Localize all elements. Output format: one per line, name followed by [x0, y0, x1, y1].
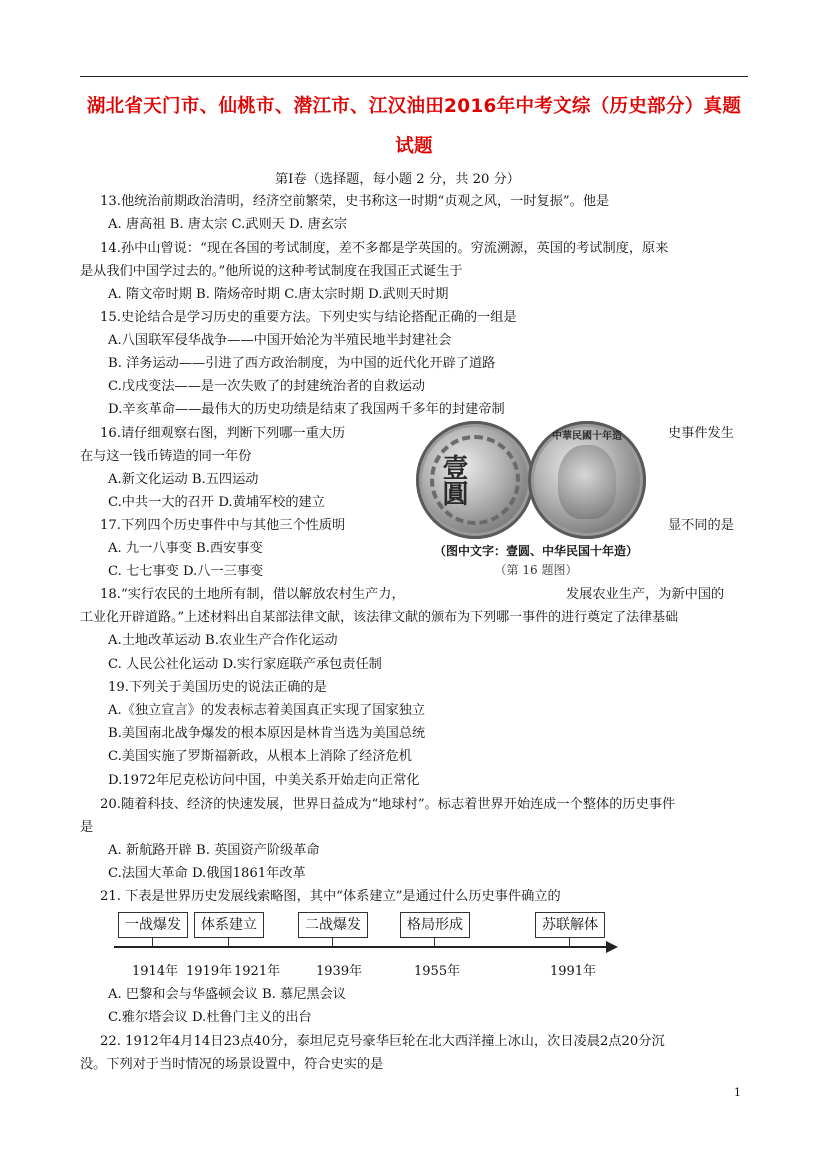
- q20-stem-2: 是: [80, 820, 94, 835]
- timeline-event: 格局形成: [400, 912, 470, 938]
- q16-stem-right: 史事件发生: [668, 426, 734, 441]
- q16-stem-2: 在与这一钱币铸造的同一年份: [80, 449, 252, 464]
- q20-stem-1: 20.随着科技、经济的快速发展，世界日益成为“地球村”。标志着世界开始连成一个整体的历史事件: [100, 797, 676, 812]
- portrait: [558, 445, 616, 519]
- q14-stem-2: 是从我们中国学过去的。”他所说的这种考试制度在我国正式诞生于: [80, 264, 463, 279]
- q16-options-cd: C.中共一大的召开 D.黄埔军校的建立: [108, 495, 325, 510]
- page-number: 1: [734, 1086, 741, 1099]
- timeline-arrow-icon: [606, 941, 618, 953]
- q18-stem-2: 工业化开辟道路。”上述材料出自某部法律文献，该法律文献的颁布为下列哪一事件的进行奠定了法律基础: [80, 610, 679, 625]
- q16-options-ab: A.新文化运动 B.五四运动: [108, 472, 259, 487]
- q13-stem: 13.他统治前期政治清明，经济空前繁荣，史书称这一时期“贞观之风，一时复振”。他是: [100, 194, 610, 209]
- timeline-diagram: [114, 912, 624, 982]
- doc-title-line2: 试题: [395, 136, 433, 157]
- timeline-year: 1955年: [414, 964, 461, 979]
- timeline-event: 一战爆发: [118, 912, 188, 938]
- q20-options-cd: C.法国大革命 D.俄国1861年改革: [108, 866, 306, 881]
- doc-title-line1: 湖北省天门市、仙桃市、潜江市、江汉油田2016年中考文综（历史部分）真题: [86, 96, 742, 117]
- timeline-year: 1921年: [234, 964, 281, 979]
- q21-options-cd: C.雅尔塔会议 D.杜鲁门主义的出台: [108, 1010, 312, 1025]
- q20-options-ab: A. 新航路开辟 B. 英国资产阶级革命: [108, 843, 320, 858]
- q15-option-b: B. 洋务运动——引进了西方政治制度，为中国的近代化开辟了道路: [108, 356, 496, 371]
- figure-label: （第 16 题图）: [494, 563, 578, 577]
- q16-stem-left: 16.请仔细观察右图，判断下列哪一重大历: [100, 426, 346, 441]
- timeline-axis: [114, 946, 608, 948]
- q13-options: A. 唐高祖 B. 唐太宗 C.武则天 D. 唐玄宗: [108, 217, 348, 232]
- timeline-year: 1919年: [186, 964, 233, 979]
- q19-option-d: D.1972年尼克松访问中国，中美关系开始走向正常化: [108, 773, 420, 788]
- q15-option-c: C.戊戌变法——是一次失败了的封建统治者的自救运动: [108, 379, 426, 394]
- q18-stem-right: 发展农业生产，为新中国的: [566, 587, 725, 602]
- q15-option-a: A.八国联军侵华战争——中国开始沦为半殖民地半封建社会: [108, 333, 452, 348]
- q18-options-cd: C. 人民公社化运动 D.实行家庭联产承包责任制: [108, 657, 382, 672]
- timeline-year: 1939年: [316, 964, 363, 979]
- coin-obverse-image: [528, 421, 646, 539]
- q18-options-ab: A.土地改革运动 B.农业生产合作化运动: [108, 633, 338, 648]
- coin-reverse-image: [416, 421, 534, 539]
- q19-stem: 19.下列关于美国历史的说法正确的是: [108, 680, 327, 695]
- q17-stem-right: 显不同的是: [668, 518, 734, 533]
- section-header: 第Ⅰ卷（选择题，每小题 2 分，共 20 分）: [275, 172, 520, 187]
- q21-stem: 21. 下表是世界历史发展线索略图，其中“体系建立”是通过什么历史事件确立的: [100, 889, 561, 904]
- timeline-event: 苏联解体: [535, 912, 605, 938]
- q19-option-b: B.美国南北战争爆发的根本原因是林肯当选为美国总统: [108, 726, 426, 741]
- timeline-year: 1914年: [132, 964, 179, 979]
- q19-option-c: C.美国实施了罗斯福新政，从根本上消除了经济危机: [108, 749, 412, 764]
- header-rule: [80, 76, 748, 77]
- q19-option-a: A.《独立宣言》的发表标志着美国真正实现了国家独立: [108, 703, 426, 718]
- timeline-event: 体系建立: [194, 912, 264, 938]
- coin-left-text: 壹圓: [438, 454, 468, 506]
- q14-options: A. 隋文帝时期 B. 隋炀帝时期 C.唐太宗时期 D.武则天时期: [108, 287, 449, 302]
- q22-stem-1: 22. 1912年4月14日23点40分，泰坦尼克号豪华巨轮在北大西洋撞上冰山，次日凌晨2点20分沉: [100, 1034, 665, 1049]
- q17-stem-left: 17.下列四个历史事件中与其他三个性质明: [100, 518, 346, 533]
- q17-options-ab: A. 九一八事变 B.西安事变: [108, 541, 263, 556]
- q17-options-cd: C. 七七事变 D.八一三事变: [108, 564, 264, 579]
- q15-option-d: D.辛亥革命——最伟大的历史功绩是结束了我国两千多年的封建帝制: [108, 402, 505, 417]
- q22-stem-2: 没。下列对于当时情况的场景设置中，符合史实的是: [80, 1057, 384, 1072]
- coin-right-text: 中華民國十年造: [552, 431, 622, 442]
- q18-stem-left: 18.“实行农民的土地所有制，借以解放农村生产力，: [100, 587, 405, 602]
- q21-options-ab: A. 巴黎和会与华盛顿会议 B. 慕尼黑会议: [108, 987, 346, 1002]
- timeline-year: 1991年: [550, 964, 597, 979]
- timeline-event: 二战爆发: [298, 912, 368, 938]
- q15-stem: 15.史论结合是学习历史的重要方法。下列史实与结论搭配正确的一组是: [100, 310, 517, 325]
- coin-figure: [408, 421, 664, 589]
- q14-stem-1: 14.孙中山曾说：“现在各国的考试制度，差不多都是学英国的。穷流溯源，英国的考试制度，原来: [100, 241, 669, 256]
- figure-caption: （图中文字：壹圆、中华民国十年造）: [433, 544, 638, 558]
